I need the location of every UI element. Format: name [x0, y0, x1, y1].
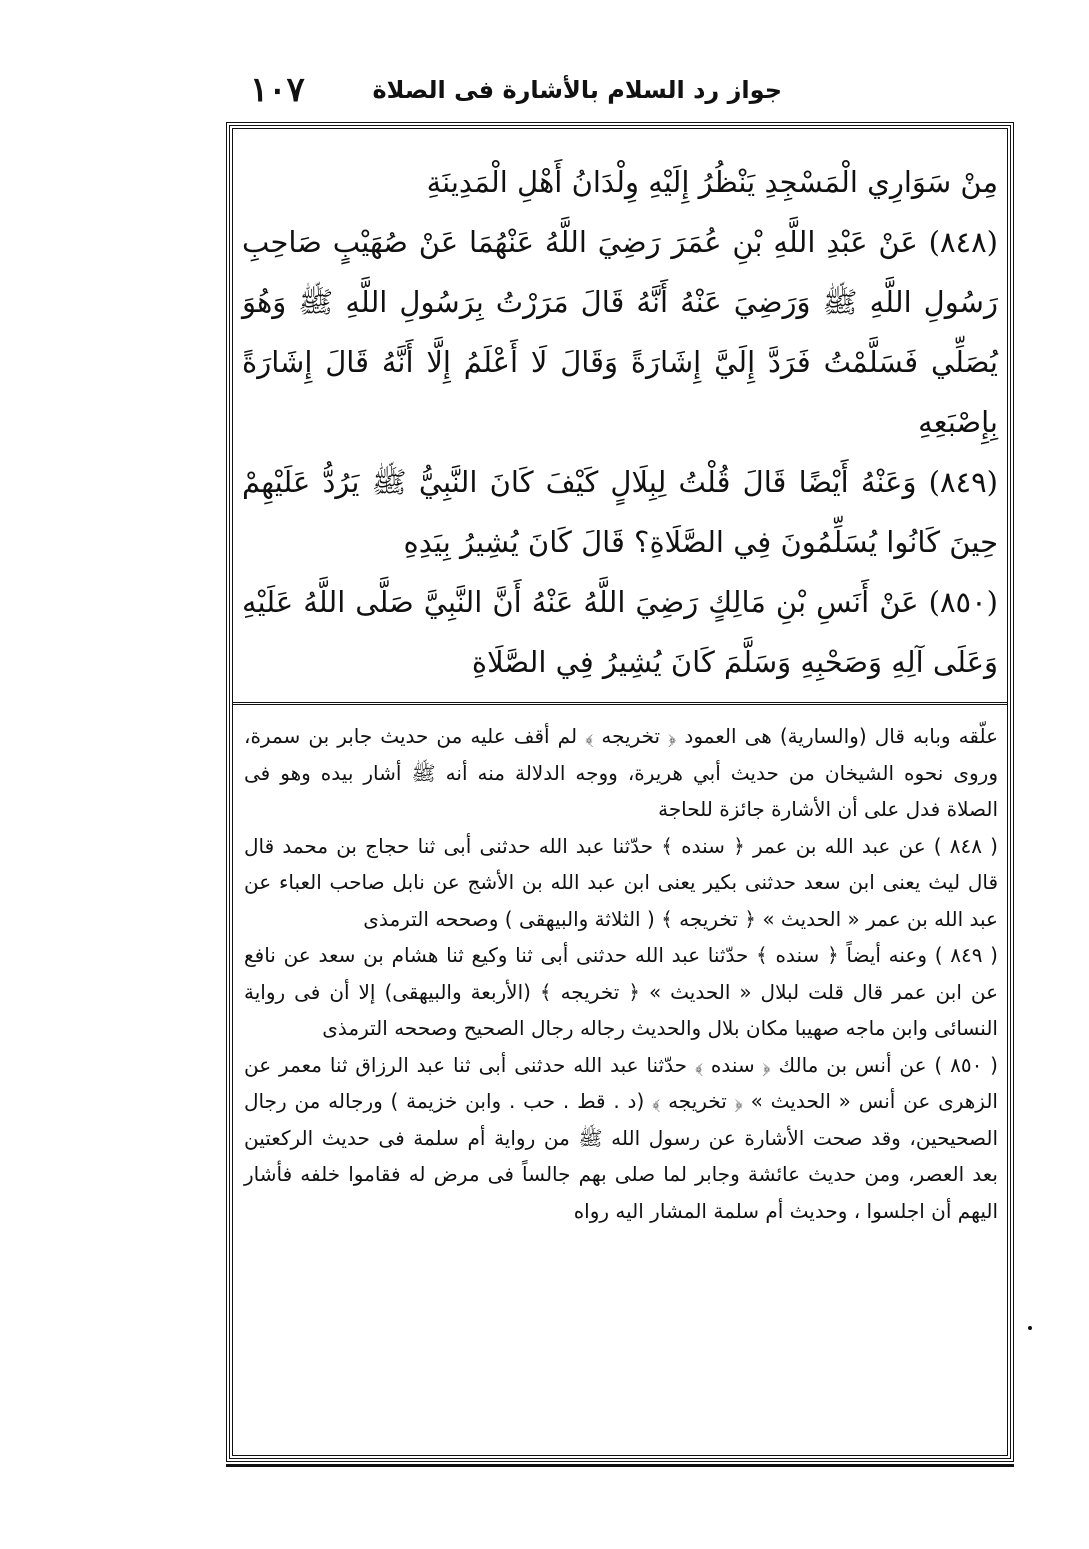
commentary-paragraph-intro: علّقه وبابه قال (والسارية) هى العمود ﴿ تخريجه ﴾ لم أقف عليه من حديث جابر بن سمرة، وروى نحوه الشيخان من حديث أبي هريرة، ووجه الدلالة منه أنه ﷺ أشار بيده وهو فى الصلاة فدل على أن الأشارة جائزة للحاجة	[244, 724, 998, 821]
hadith-850: (٨٥٠) عَنْ أَنَسِ بْنِ مَالِكٍ رَضِيَ اللَّهُ عَنْهُ أَنَّ النَّبِيَّ صَلَّى اللَّهُ عَلَيْهِ وَعَلَى آلِهِ وَصَحْبِهِ وَسَلَّمَ كَانَ يُشِيرُ فِي الصَّلَاةِ	[242, 585, 998, 679]
running-header	[232, 70, 1012, 118]
commentary-paragraph-848: ( ٨٤٨ ) عن عبد الله بن عمر ﴿ سنده ﴾ حدّثنا عبد الله حدثنى أبى ثنا حجاج بن محمد قال قال ليث يعنى ابن سعد حدثنى بكير يعنى ابن عبد الله بن الأشج عن نابل صاحب العباء عن عبد الله بن عمر « الحديث » ﴿ تخريجه ﴾ ( الثلاثة والبيهقى ) وصححه الترمذى	[244, 833, 998, 931]
hadith-848: (٨٤٨) عَنْ عَبْدِ اللَّهِ بْنِ عُمَرَ رَضِيَ اللَّهُ عَنْهُمَا عَنْ صُهَيْبٍ صَاحِبِ رَسُولِ اللَّهِ ﷺ وَرَضِيَ عَنْهُ أَنَّهُ قَالَ مَرَرْتُ بِرَسُولِ اللَّهِ ﷺ وَهُوَ يُصَلِّي فَسَلَّمْتُ فَرَدَّ إِلَيَّ إِشَارَةً وَقَالَ لَا أَعْلَمُ إِلَّا أَنَّهُ قَالَ إِشَارَةً بِإِصْبَعِهِ	[242, 225, 998, 439]
commentary-paragraph-850: ( ٨٥٠ ) عن أنس بن مالك ﴿ سنده ﴾ حدّثنا عبد الله حدثنى أبى ثنا عبد الرزاق ثنا معمر عن الزهرى عن أنس « الحديث » ﴿ تخريجه ﴾ (د . قط . حب . وابن خزيمة ) ورجاله من رجال الصحيحين، وقد صحت الأشارة عن رسول الله ﷺ من رواية أم سلمة فى حديث الركعتين بعد العصر، ومن حديث عائشة وجابر لما صلى بهم جالساً فى مرض له فقاموا خلفه فأشار اليهم أن اجلسوا ، وحديث أم سلمة المشار اليه رواه	[244, 1052, 998, 1223]
hadith-849: (٨٤٩) وَعَنْهُ أَيْضًا قَالَ قُلْتُ لِبِلَالٍ كَيْفَ كَانَ النَّبِيُّ ﷺ يَرُدُّ عَلَيْهِمْ حِينَ كَانُوا يُسَلِّمُونَ فِي الصَّلَاةِ؟ قَالَ كَانَ يُشِيرُ بِيَدِهِ	[242, 465, 998, 559]
section-divider	[232, 702, 1008, 705]
commentary-paragraph-849: ( ٨٤٩ ) وعنه أيضاً ﴿ سنده ﴾ حدّثنا عبد الله حدثنى أبى ثنا وكيع ثنا هشام بن سعد عن نافع عن ابن عمر قال قلت لبلال « الحديث » ﴿ تخريجه ﴾ (الأربعة والبيهقى) إلا أن فى رواية النسائى وابن ماجه صهيبا مكان بلال والحديث رجاله رجال الصحيح وصححه الترمذى	[244, 943, 998, 1040]
running-title: جواز رد السلام بالأشارة فى الصلاة	[372, 76, 782, 104]
margin-dot	[1028, 1326, 1032, 1330]
page-number: ١٠٧	[250, 70, 305, 110]
commentary-text	[244, 718, 998, 1229]
main-hadith-text	[242, 152, 998, 692]
bottom-rule	[226, 1464, 1014, 1467]
main-line-continuation: مِنْ سَوَارِي الْمَسْجِدِ يَنْظُرُ إِلَيْهِ وِلْدَانُ أَهْلِ الْمَدِينَةِ	[426, 165, 998, 199]
